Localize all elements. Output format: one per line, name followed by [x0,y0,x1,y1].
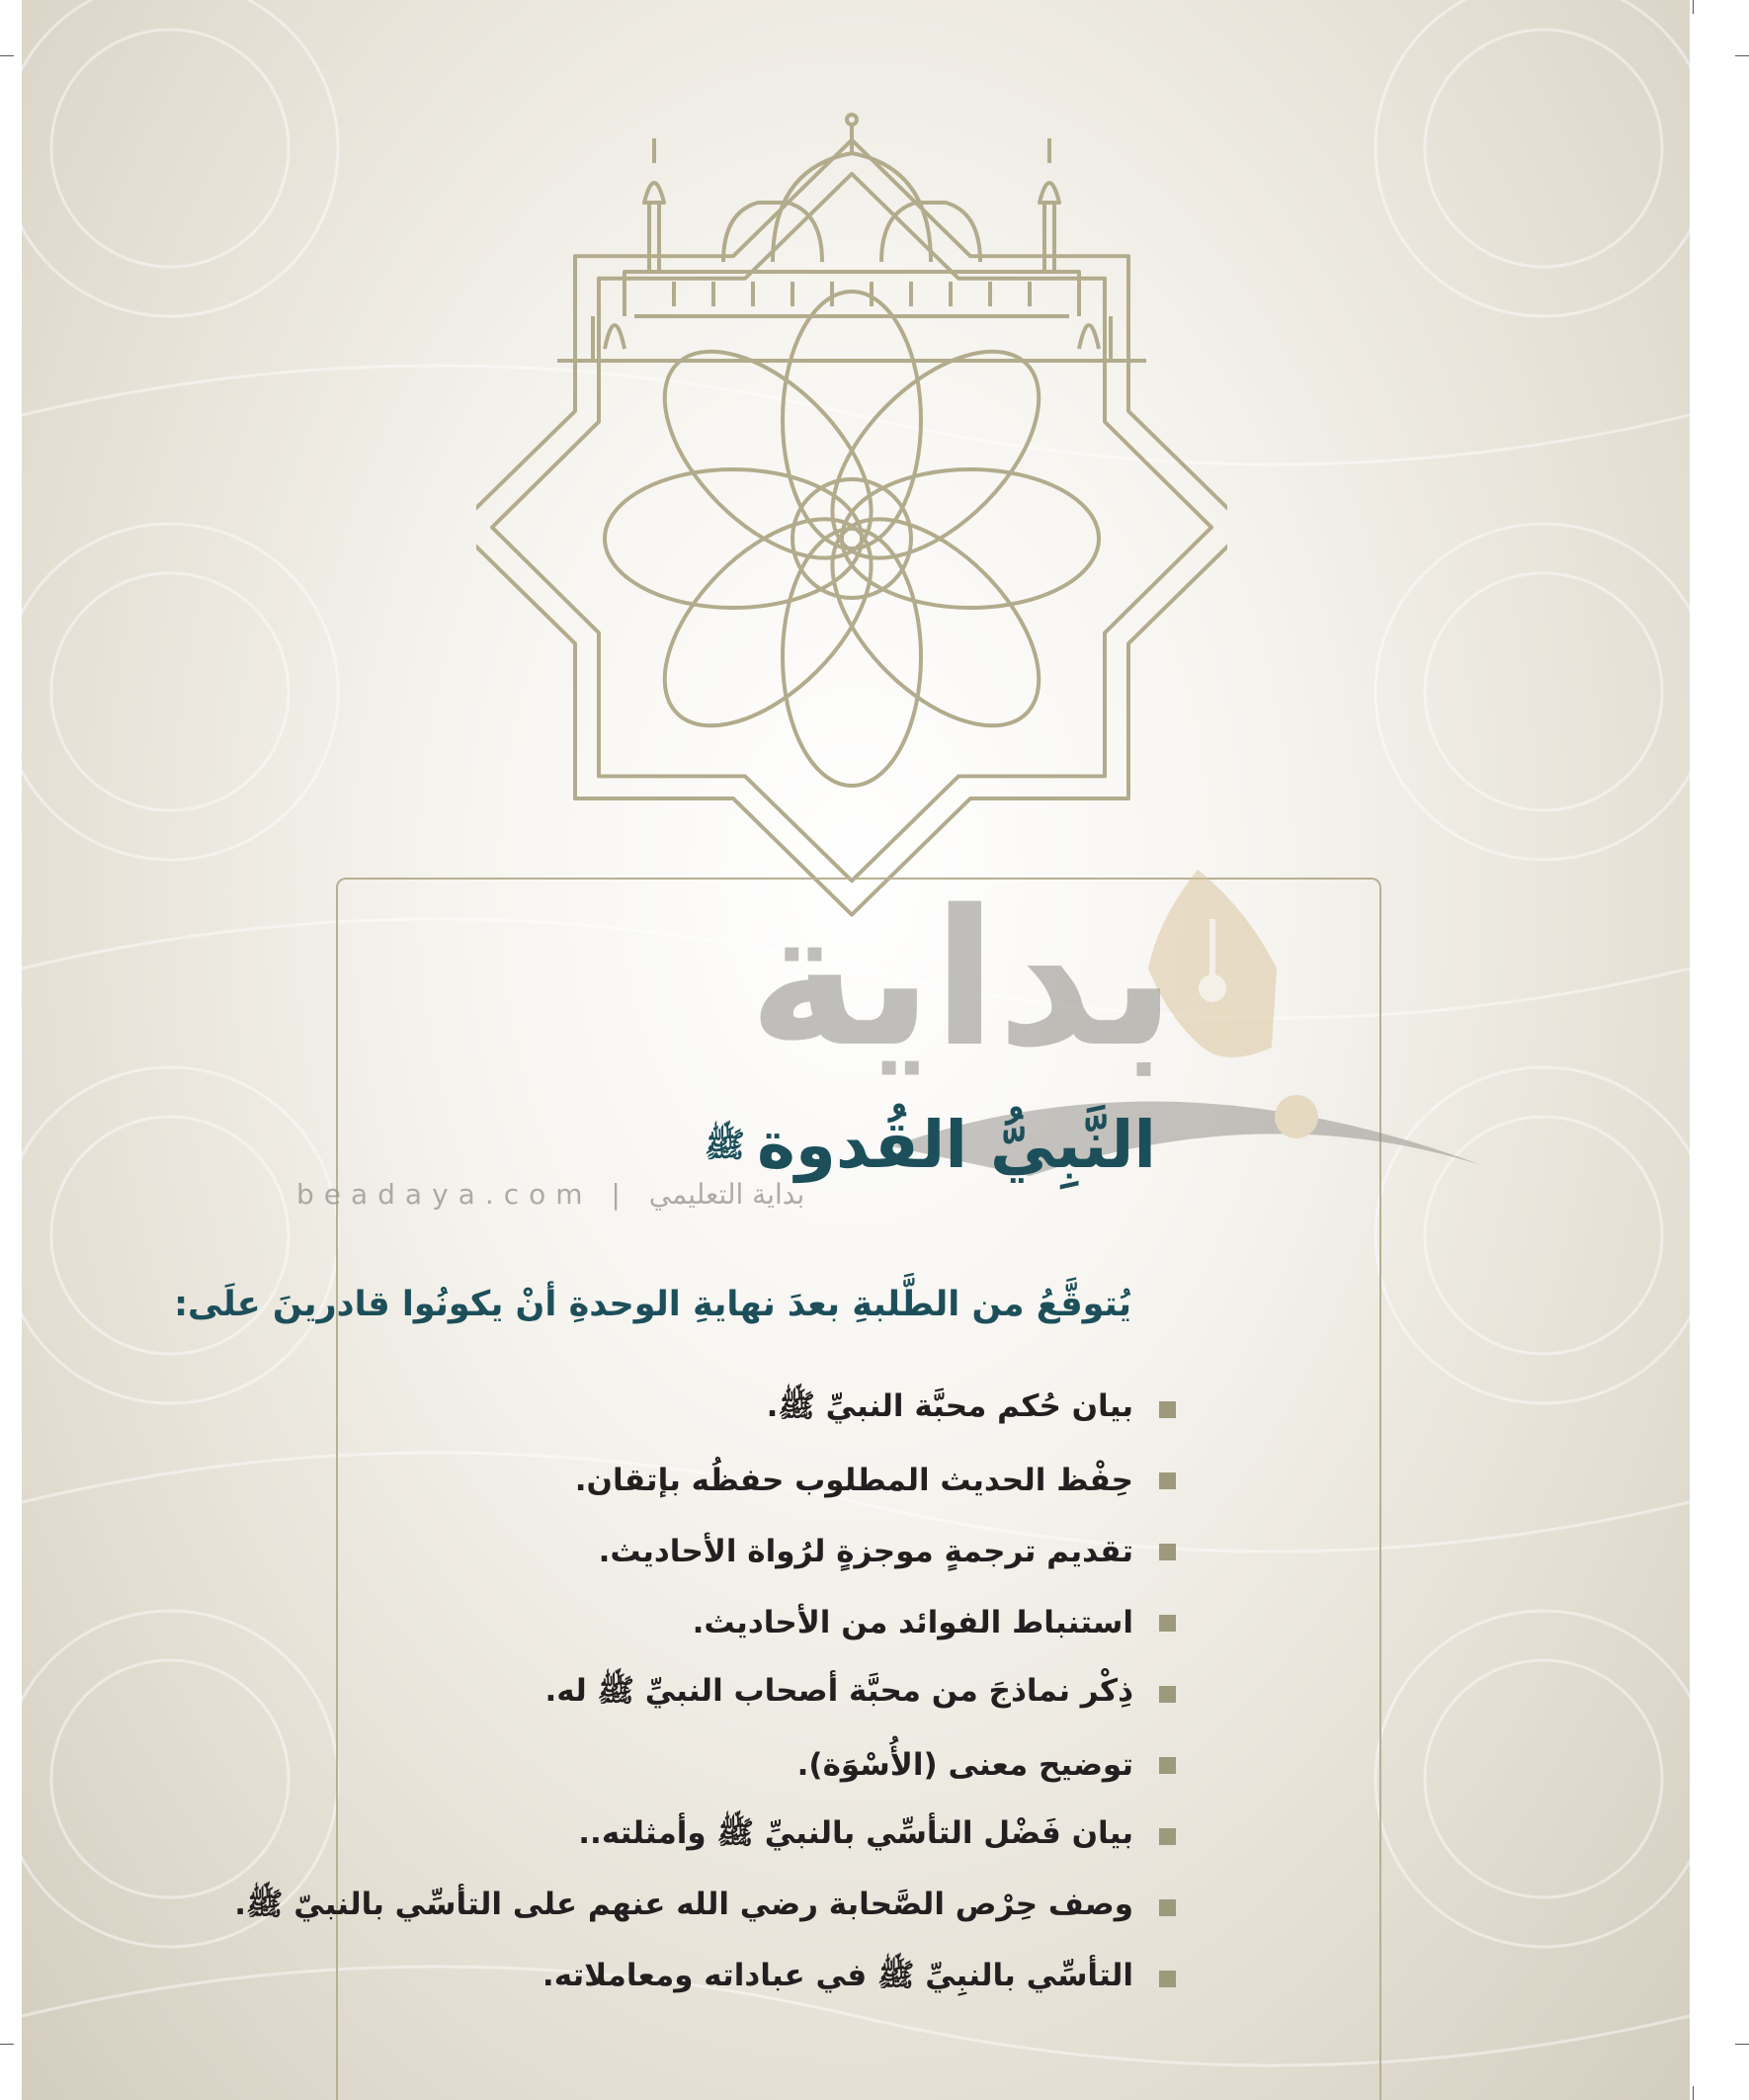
list-item [234,1587,1176,1658]
crop-mark [1735,55,1749,56]
watermark-brand-word: بداية [748,870,1176,1088]
list-item [234,1943,1176,2014]
square-bullet-icon [1159,1472,1176,1489]
list-item [234,1801,1176,1872]
objective-text: ذِكْر نماذجَ من محبَّة أصحاب النبيِّ ﷺ له. [544,1672,1133,1709]
list-item [234,1374,1176,1445]
objectives-intro: يُتوقَّعُ من الطَّلبةِ بعدَ نهايةِ الوحدةِ أنْ يكونُوا قادرينَ علَى: [174,1285,1131,1324]
list-item [234,1445,1176,1516]
honorific-glyph: ﷺ [704,1126,745,1166]
objective-text: تقديم ترجمةٍ موجزةٍ لرُواة الأحاديث. [598,1534,1133,1569]
square-bullet-icon [1159,1615,1176,1632]
square-bullet-icon [1159,1828,1176,1845]
square-bullet-icon [1159,1544,1176,1560]
objective-text: استنباط الفوائد من الأحاديث. [692,1605,1133,1640]
square-bullet-icon [1159,1899,1176,1916]
mosque-star-ornament [476,104,1227,939]
objectives-list [234,1374,1176,2014]
list-item [234,1729,1176,1801]
list-item [234,1872,1176,1943]
crop-mark [0,2044,14,2045]
square-bullet-icon [1159,1971,1176,1987]
unit-title [705,1107,1156,1183]
objective-text: بيان فَضْل التأسِّي بالنبيِّ ﷺ وأمثلته.. [578,1814,1133,1851]
objective-text: توضيح معنى (الأُسْوَة). [796,1747,1133,1783]
crop-mark [1735,2044,1749,2045]
objective-text: بيان حُكم محبَّة النبيِّ ﷺ. [766,1387,1133,1424]
list-item [234,1516,1176,1587]
watermark-url: beadaya.com | بداية التعليمي [296,1178,805,1211]
square-bullet-icon [1159,1401,1176,1418]
objective-text: حِفْظ الحديث المطلوب حفظُه بإتقان. [574,1463,1133,1498]
unit-title-text: النَّبِيُّ القُدوة [756,1107,1156,1183]
objective-text: وصف حِرْص الصَّحابة رضي الله عنهم على التأسِّي بالنبيّ ﷺ. [234,1886,1133,1922]
square-bullet-icon [1159,1686,1176,1703]
square-bullet-icon [1159,1757,1176,1774]
crop-mark [1693,2086,1694,2100]
objective-text: التأسِّي بالنبِيِّ ﷺ في عباداته ومعاملاته. [541,1957,1133,1993]
book-page [22,0,1690,2100]
list-item [234,1658,1176,1729]
crop-mark [0,55,14,56]
crop-mark [1693,0,1694,14]
